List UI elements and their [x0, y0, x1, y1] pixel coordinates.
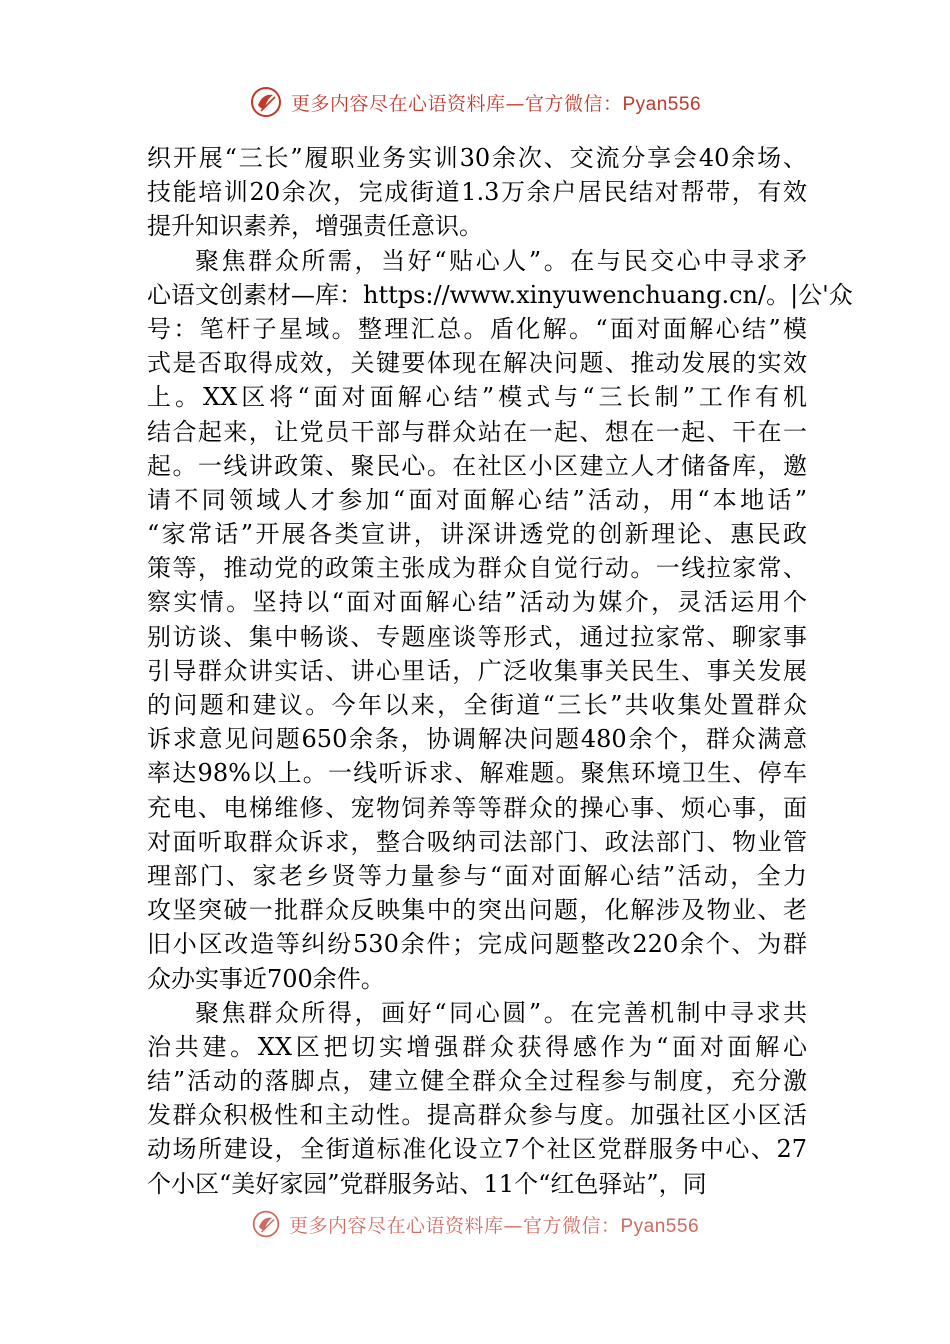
text-line: 号：笔杆子星域。整理汇总。盾化解。“面对面解心结”模 — [147, 314, 807, 343]
watermark-wechat-id: Pyan556 — [622, 93, 702, 115]
text-line: 察实情。坚持以“面对面解心结”活动为媒介，灵活运用个 — [147, 588, 807, 617]
watermark-text — [289, 1211, 699, 1238]
text-line: 引导群众讲实话、讲心里话，广泛收集事关民生、事关发展 — [147, 656, 807, 685]
text-line: 聚焦群众所得，画好“同心圆”。在完善机制中寻求共 — [195, 998, 807, 1027]
text-line: 请不同领域人才参加“面对面解心结”活动，用“本地话” — [147, 485, 807, 514]
text-line: 众办实事近700余件。 — [147, 964, 385, 993]
text-line: 理部门、家老乡贤等力量参与“面对面解心结”活动，全力 — [147, 861, 807, 890]
watermark-text — [291, 89, 701, 116]
watermark-label: 更多内容尽在心语资料库—官方微信： — [288, 1214, 621, 1237]
footer-watermark — [0, 1206, 950, 1242]
text-line: 上。XX区将“面对面解心结”模式与“三长制”工作有机 — [147, 383, 807, 412]
paragraph — [147, 996, 807, 1201]
text-line: 结”活动的落脚点，建立健全群众全过程参与制度，充分激 — [147, 1067, 807, 1096]
watermark-wechat-id: Pyan556 — [620, 1215, 700, 1237]
text-line: 结合起来，让党员干部与群众站在一起、想在一起、干在一 — [147, 417, 807, 446]
text-line: 率达98%以上。一线听诉求、解难题。聚焦环境卫生、停车 — [147, 759, 807, 788]
paragraph — [147, 141, 807, 244]
text-line: “家常话”开展各类宣讲，讲深讲透党的创新理论、惠民政 — [147, 520, 807, 549]
header-watermark — [0, 82, 950, 122]
text-line: 旧小区改造等纠纷530余件；完成问题整改220余个、为群 — [147, 930, 807, 959]
text-line: 发群众积极性和主动性。提高群众参与度。加强社区小区活 — [147, 1101, 807, 1130]
text-line: 充电、电梯维修、宠物饲养等等群众的操心事、烦心事，面 — [147, 793, 807, 822]
text-line: 别访谈、集中畅谈、专题座谈等形式，通过拉家常、聊家事 — [147, 622, 807, 651]
text-line: 的问题和建议。今年以来，全街道“三长”共收集处置群众 — [147, 691, 807, 719]
watermark-label: 更多内容尽在心语资料库—官方微信： — [290, 92, 623, 115]
logo-icon — [251, 1209, 281, 1239]
text-line: 技能培训20余次，完成街道1.3万余户居民结对帮带，有效 — [147, 178, 807, 207]
text-line: 攻坚突破一批群众反映集中的突出问题，化解涉及物业、老 — [147, 896, 807, 925]
logo-icon — [249, 85, 283, 119]
text-line: 诉求意见问题650余条，协调解决问题480余个，群众满意 — [147, 725, 807, 754]
text-line: 聚焦群众所需，当好“贴心人”。在与民交心中寻求矛 — [195, 246, 807, 275]
text-line: 心语文创素材—库：https://www.xinyuwenchuang.cn/。|公'众 — [147, 280, 853, 309]
paragraph — [147, 244, 853, 996]
text-line: 个小区“美好家园”党群服务站、11个“红色驿站”，同 — [147, 1169, 707, 1198]
text-line: 对面听取群众诉求，整合吸纳司法部门、政法部门、物业管 — [147, 827, 807, 856]
text-line: 提升知识素养，增强责任意识。 — [147, 212, 483, 241]
document-body — [147, 141, 853, 1201]
text-line: 织开展“三长”履职业务实训30余次、交流分享会40余场、 — [147, 144, 807, 172]
text-line: 动场所建设，全街道标准化设立7个社区党群服务中心、27 — [147, 1135, 807, 1164]
text-line: 治共建。XX区把切实增强群众获得感作为“面对面解心 — [147, 1032, 807, 1061]
text-line: 起。一线讲政策、聚民心。在社区小区建立人才储备库，邀 — [147, 451, 807, 480]
text-line: 策等，推动党的政策主张成为群众自觉行动。一线拉家常、 — [147, 554, 807, 583]
text-line: 式是否取得成效，关键要体现在解决问题、推动发展的实效 — [147, 349, 807, 378]
